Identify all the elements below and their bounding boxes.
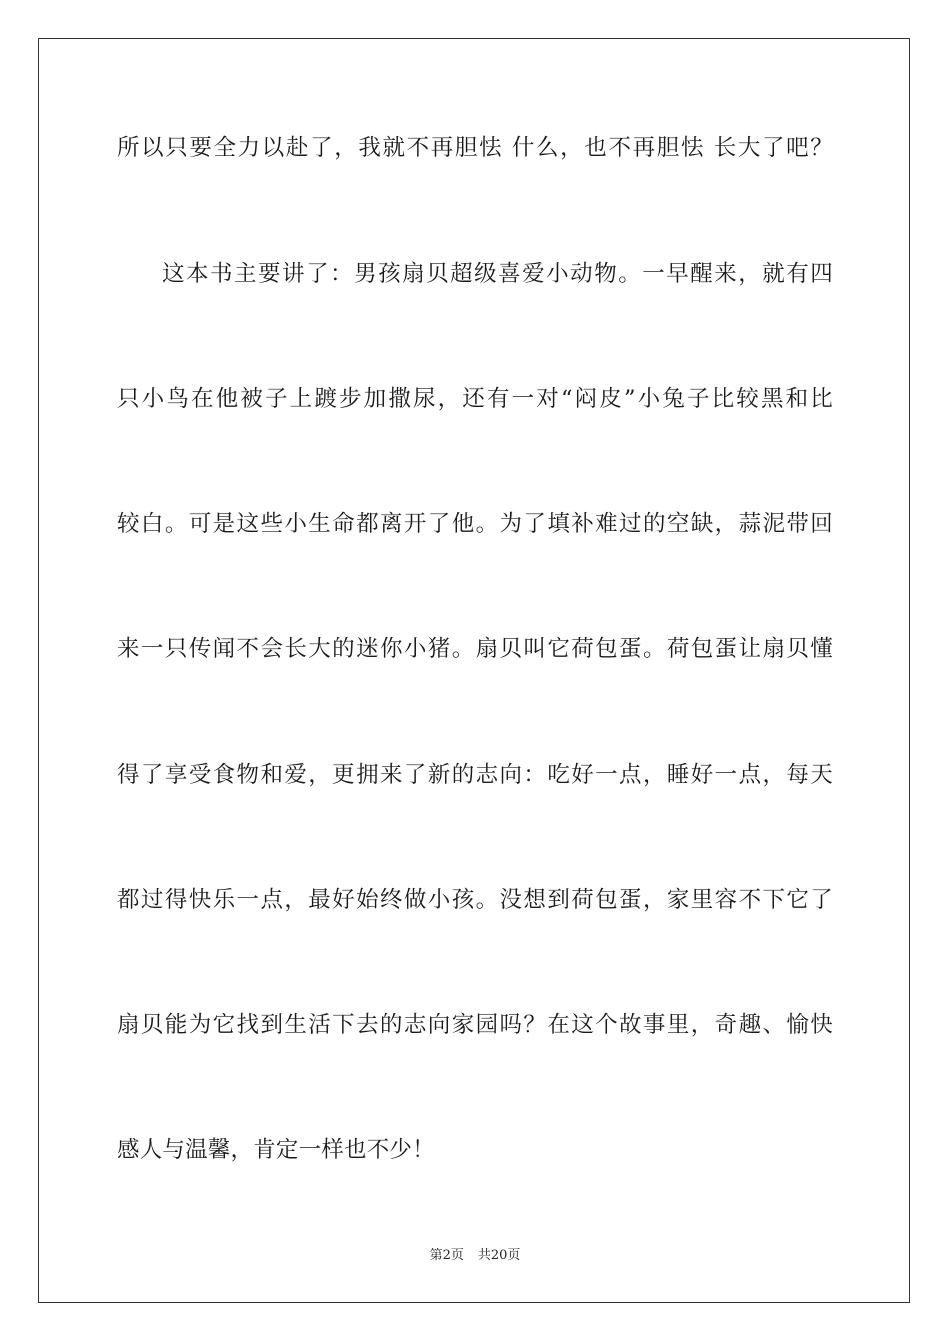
paragraph-2-line-5: 得了享受食物和爱，更拥来了新的志向：吃好一点，睡好一点，每天 [117, 762, 833, 788]
text-line-1: 所以只要全力以赴了，我就不再胆怯 什么，也不再胆怯 长大了吧？ [117, 135, 833, 161]
paragraph-2-line-7: 扇贝能为它找到生活下去的志向家园吗？在这个故事里，奇趣、愉快 [117, 1012, 833, 1038]
paragraph-2-line-2: 只小鸟在他被子上踱步加撒尿，还有一对“闷皮”小兔子比较黑和比 [117, 386, 833, 412]
paragraph-2-line-1: 这本书主要讲了：男孩扇贝超级喜爱小动物。一早醒来，就有四 [162, 261, 833, 287]
paragraph-2-line-8: 感人与温馨，肯定一样也不少！ [117, 1137, 435, 1163]
paragraph-2-line-4: 来一只传闻不会长大的迷你小猪。扇贝叫它荷包蛋。荷包蛋让扇贝懂 [117, 636, 833, 662]
page-number: 第2页 [429, 1248, 464, 1263]
page-border [38, 38, 910, 1303]
page-footer [0, 1247, 950, 1265]
paragraph-2-line-6: 都过得快乐一点，最好始终做小孩。没想到荷包蛋，家里容不下它了 [117, 887, 833, 913]
paragraph-2-line-3: 较白。可是这些小生命都离开了他。为了填补难过的空缺，蒜泥带回 [117, 511, 833, 537]
page-total: 共20页 [477, 1248, 521, 1263]
